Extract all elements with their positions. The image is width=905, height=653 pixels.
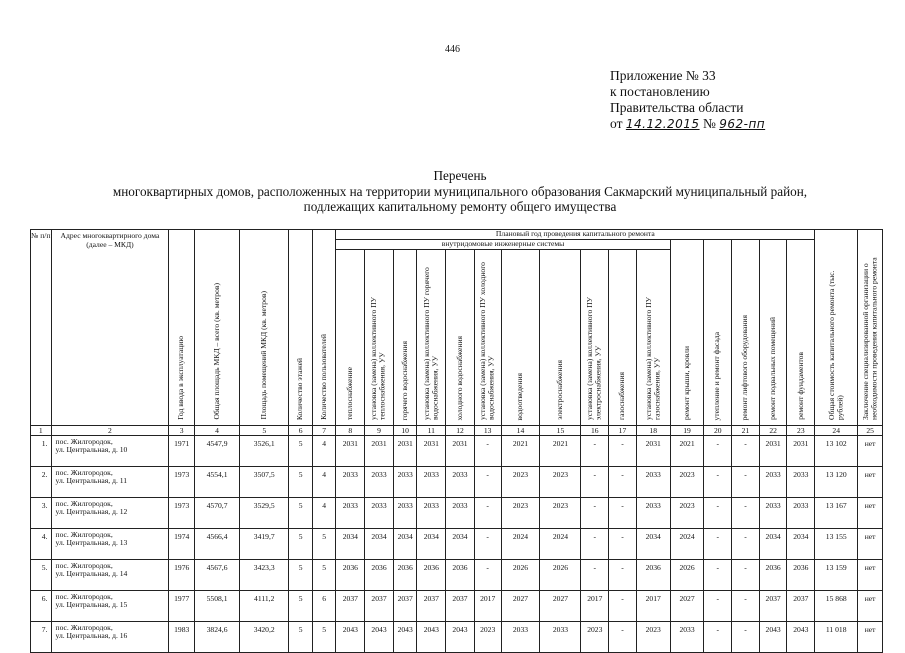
table-cell: - [474,559,501,590]
row-address [51,497,169,528]
table-cell: - [732,466,760,497]
column-number: 2 [51,425,169,435]
row-address [51,528,169,559]
table-cell: 1973 [169,497,195,528]
header-cold-water: холодного водоснабжения [446,250,475,426]
table-cell: 2033 [636,497,670,528]
row-index: 1. [31,435,52,466]
table-cell: 4554,1 [195,466,240,497]
column-number-row [31,425,883,435]
table-cell: нет [858,466,883,497]
table-cell: 5 [289,435,313,466]
table-cell: 4 [312,435,336,466]
header-elevator: ремонт лифтового оборудования [732,240,760,426]
header-address: Адрес многоквартирного дома (далее – МКД) [51,230,169,426]
table-cell: 2033 [787,466,815,497]
header-premises-area: Площадь помещений МКД (кв. метров) [240,230,289,426]
table-cell: - [474,466,501,497]
header-heat: теплоснабжение [336,250,365,426]
column-number: 13 [474,425,501,435]
appendix-number: 962-пп [719,117,766,131]
table-cell: нет [858,559,883,590]
table-cell: 2026 [670,559,704,590]
table-cell: 2037 [787,590,815,621]
table-cell: 2024 [501,528,540,559]
table-cell: - [609,590,637,621]
table-cell: 2033 [393,466,417,497]
table-cell: - [704,528,732,559]
appendix-line-2: к постановлению [610,84,710,99]
table-cell: - [581,466,609,497]
table-cell: - [474,435,501,466]
table-cell: 4 [312,497,336,528]
appendix-line-3: Правительства области [610,100,744,115]
table-row [31,590,883,621]
column-number: 19 [670,425,704,435]
table-cell: 5 [289,497,313,528]
table-cell: 5 [312,621,336,652]
table-cell: 4566,4 [195,528,240,559]
table-cell: - [704,497,732,528]
table-cell: - [581,528,609,559]
document-title [40,168,880,215]
table-cell: 4111,2 [240,590,289,621]
table-cell: 3419,7 [240,528,289,559]
table-cell: 1983 [169,621,195,652]
table-cell: 2037 [446,590,475,621]
table-cell: - [609,621,637,652]
table-cell: 13 167 [815,497,858,528]
table-cell: 2033 [446,497,475,528]
table-cell: 5 [312,528,336,559]
table-cell: 2026 [501,559,540,590]
table-cell: - [704,621,732,652]
table-cell: 2031 [446,435,475,466]
appendix-line-4 [610,116,765,132]
table-cell: 2036 [446,559,475,590]
table-cell: 5 [289,590,313,621]
column-number: 23 [787,425,815,435]
table-cell: 2037 [336,590,365,621]
table-cell: - [609,528,637,559]
table-cell: 2033 [540,621,581,652]
table-cell: 2031 [417,435,446,466]
table-cell: 5508,1 [195,590,240,621]
table-cell: 2031 [365,435,394,466]
table-cell: 2023 [501,466,540,497]
header-power-meter: установка (замена) коллективного ПУ электроснабжения, УУ [581,250,609,426]
column-number: 15 [540,425,581,435]
table-cell: 2027 [501,590,540,621]
address-line-2: ул. Центральная, д. 15 [55,600,128,610]
table-cell: 2023 [474,621,501,652]
row-address [51,466,169,497]
header-plan-year: Плановый год проведения капитального ремонта [336,230,815,240]
table-cell: - [704,435,732,466]
table-cell: 2033 [417,497,446,528]
table-cell: 2043 [446,621,475,652]
address-line-1: пос. Жилгородок, [55,560,113,570]
address-line-1: пос. Жилгородок, [55,498,113,508]
column-number: 20 [704,425,732,435]
row-index: 4. [31,528,52,559]
header-foundation: ремонт фундаментов [787,240,815,426]
appendix-block [610,68,765,132]
table-cell: 2033 [417,466,446,497]
header-conclusion: Заключение специализированной организации о необходимости проведения капитального ремонта [858,230,883,426]
header-total-cost: Общая стоимость капитального ремонта (тыс. рублей) [815,230,858,426]
table-cell: - [581,435,609,466]
table-cell: 4567,6 [195,559,240,590]
table-cell: 1973 [169,466,195,497]
table-cell: - [609,466,637,497]
header-gas: газоснабжения [609,250,637,426]
table-cell: 2033 [670,621,704,652]
column-number: 16 [581,425,609,435]
address-line-2: ул. Центральная, д. 11 [55,476,128,486]
address-line-1: пос. Жилгородок, [55,467,113,477]
table-cell: 2031 [759,435,787,466]
header-hot-water: горячего водоснабжения [393,250,417,426]
table-row [31,466,883,497]
table-cell: 2036 [365,559,394,590]
column-number: 5 [240,425,289,435]
table-cell: 2043 [336,621,365,652]
column-number: 12 [446,425,475,435]
row-address [51,435,169,466]
column-number: 25 [858,425,883,435]
address-line-2: ул. Центральная, д. 10 [55,445,128,455]
table-cell: 2033 [336,466,365,497]
table-cell: 3529,5 [240,497,289,528]
appendix-number-sign: № [702,116,716,131]
table-cell: 2034 [636,528,670,559]
table-cell: 2036 [759,559,787,590]
table-cell: 2023 [540,497,581,528]
table-row [31,435,883,466]
address-line-2: ул. Центральная, д. 12 [55,507,128,517]
table-cell: 2033 [759,497,787,528]
table-cell: 2023 [581,621,609,652]
table-cell: 2037 [393,590,417,621]
header-power: электроснабжения [540,250,581,426]
table-cell: - [704,466,732,497]
table-row [31,559,883,590]
table-cell: 2034 [336,528,365,559]
table-cell: - [732,528,760,559]
address-line-2: ул. Центральная, д. 16 [55,631,128,641]
table-cell: 2023 [670,497,704,528]
table-row [31,528,883,559]
table-cell: 5 [289,559,313,590]
header-heat-meter: установка (замена) коллективного ПУ теплоснабжения, УУ [365,250,394,426]
table-cell: 2023 [636,621,670,652]
column-number: 7 [312,425,336,435]
table-cell: 2034 [446,528,475,559]
row-index: 5. [31,559,52,590]
column-number: 18 [636,425,670,435]
table-cell: - [732,435,760,466]
table-cell: - [581,559,609,590]
table-cell: 2031 [336,435,365,466]
table-cell: 2023 [670,466,704,497]
table-cell: 5 [312,559,336,590]
table-row [31,497,883,528]
header-sewer: водоотведения [501,250,540,426]
table-cell: 2043 [365,621,394,652]
table-cell: 2034 [759,528,787,559]
table-cell: - [609,435,637,466]
table-cell: 2043 [759,621,787,652]
table-cell: 11 018 [815,621,858,652]
table-cell: 3507,5 [240,466,289,497]
address-line-1: пос. Жилгородок, [55,529,113,539]
table-cell: 2024 [670,528,704,559]
table-cell: 1971 [169,435,195,466]
table-cell: - [609,497,637,528]
table-cell: нет [858,497,883,528]
row-index: 2. [31,466,52,497]
table-cell: 2037 [759,590,787,621]
table-cell: 2043 [417,621,446,652]
address-line-1: пос. Жилгородок, [55,591,113,601]
table-cell: 2033 [336,497,365,528]
table-cell: нет [858,590,883,621]
address-line-2: ул. Центральная, д. 14 [55,569,128,579]
column-number: 10 [393,425,417,435]
table-cell: 4547,9 [195,435,240,466]
table-cell: нет [858,621,883,652]
table-cell: 15 868 [815,590,858,621]
table-cell: 2031 [393,435,417,466]
appendix-date-prefix: от [610,116,623,131]
table-cell: 2033 [365,497,394,528]
column-number: 6 [289,425,313,435]
table-cell: 2033 [446,466,475,497]
table-cell: 2017 [581,590,609,621]
table-cell: - [581,497,609,528]
column-number: 24 [815,425,858,435]
table-cell: нет [858,528,883,559]
table-cell: 4570,7 [195,497,240,528]
column-number: 4 [195,425,240,435]
table-cell: 2021 [540,435,581,466]
header-year-built: Год ввода в эксплуатацию [169,230,195,426]
column-number: 22 [759,425,787,435]
table-cell: 13 120 [815,466,858,497]
column-number: 9 [365,425,394,435]
table-cell: 2033 [787,497,815,528]
table-cell: - [704,559,732,590]
header-total-area: Общая площадь МКД – всего (кв. метров) [195,230,240,426]
column-number: 11 [417,425,446,435]
table-row [31,621,883,652]
header-roof: ремонт крыши, кровли [670,240,704,426]
table-cell: - [474,497,501,528]
table-cell: - [474,528,501,559]
header-hot-water-meter: установка (замена) коллективного ПУ горячего водоснабжения, УУ [417,250,446,426]
table-cell: 2033 [365,466,394,497]
table-cell: 2023 [501,497,540,528]
appendix-line-1: Приложение № 33 [610,68,716,83]
table-cell: 2034 [417,528,446,559]
title-line-2: многоквартирных домов, расположенных на территории муниципального образования Сакмарский муниципальный район, [112,183,808,199]
table-cell: 2027 [540,590,581,621]
table-cell: 5 [289,466,313,497]
table-cell: 2043 [393,621,417,652]
table-cell: 13 155 [815,528,858,559]
table-cell: 4 [312,466,336,497]
table-cell: 2033 [759,466,787,497]
table-cell: 2036 [417,559,446,590]
title-line-3: подлежащих капитальному ремонту общего имущества [303,199,617,214]
table-cell: 2034 [365,528,394,559]
appendix-date: 14.12.2015 [625,117,700,131]
table-cell: - [732,497,760,528]
title-line-1: Перечень [433,168,487,183]
table-cell: 2031 [636,435,670,466]
table-cell: 2026 [540,559,581,590]
table-cell: - [609,559,637,590]
table-cell: 2034 [787,528,815,559]
column-numbers [31,425,883,435]
header-facade: утепление и ремонт фасада [704,240,732,426]
table-cell: - [732,621,760,652]
table-cell: 2036 [393,559,417,590]
repair-table-wrapper [30,229,883,653]
table-cell: 2034 [393,528,417,559]
row-index: 3. [31,497,52,528]
table-cell: 2043 [787,621,815,652]
header-gas-meter: установка (замена) коллективного ПУ газоснабжения, УУ [636,250,670,426]
table-cell: 6 [312,590,336,621]
table-cell: 13 159 [815,559,858,590]
table-cell: 2033 [636,466,670,497]
table-cell: нет [858,435,883,466]
table-cell: 3423,3 [240,559,289,590]
table-cell: 2017 [474,590,501,621]
header-engineering: внутридомовые инженерные системы [336,240,670,250]
column-number: 21 [732,425,760,435]
row-index: 7. [31,621,52,652]
table-cell: - [732,590,760,621]
table-cell: 1976 [169,559,195,590]
table-cell: 2037 [417,590,446,621]
address-line-1: пос. Жилгородок, [55,436,113,446]
row-address [51,621,169,652]
table-cell: 2017 [636,590,670,621]
column-number: 1 [31,425,52,435]
table-cell: 2023 [540,466,581,497]
table-cell: 2031 [787,435,815,466]
page-number: 446 [445,44,460,55]
table-cell: 5 [289,528,313,559]
table-cell: 3526,1 [240,435,289,466]
table-cell: 2033 [501,621,540,652]
table-cell: 1977 [169,590,195,621]
column-number: 17 [609,425,637,435]
table-cell: 5 [289,621,313,652]
header-floors: Количество этажей [289,230,313,426]
table-cell: - [732,559,760,590]
table-cell: - [704,590,732,621]
table-cell: 2033 [393,497,417,528]
header-basement: ремонт подвальных помещений [759,240,787,426]
table-cell: 1974 [169,528,195,559]
table-cell: 3420,2 [240,621,289,652]
table-cell: 2027 [670,590,704,621]
column-number: 8 [336,425,365,435]
address-line-2: ул. Центральная, д. 13 [55,538,128,548]
column-number: 3 [169,425,195,435]
header-users: Количество пользователей [312,230,336,426]
row-address [51,590,169,621]
table-cell: 2021 [670,435,704,466]
table-body [31,435,883,652]
table-cell: 3824,6 [195,621,240,652]
table-cell: 2036 [336,559,365,590]
header-no: № п/п [31,230,52,426]
table-cell: 2021 [501,435,540,466]
table-cell: 13 102 [815,435,858,466]
address-line-1: пос. Жилгородок, [55,622,113,632]
column-number: 14 [501,425,540,435]
table-cell: 2024 [540,528,581,559]
header-cold-water-meter: установка (замена) коллективного ПУ холодного водоснабжения, УУ [474,250,501,426]
table-cell: 2036 [636,559,670,590]
row-address [51,559,169,590]
table-cell: 2036 [787,559,815,590]
row-index: 6. [31,590,52,621]
table-cell: 2037 [365,590,394,621]
repair-table [30,229,883,653]
